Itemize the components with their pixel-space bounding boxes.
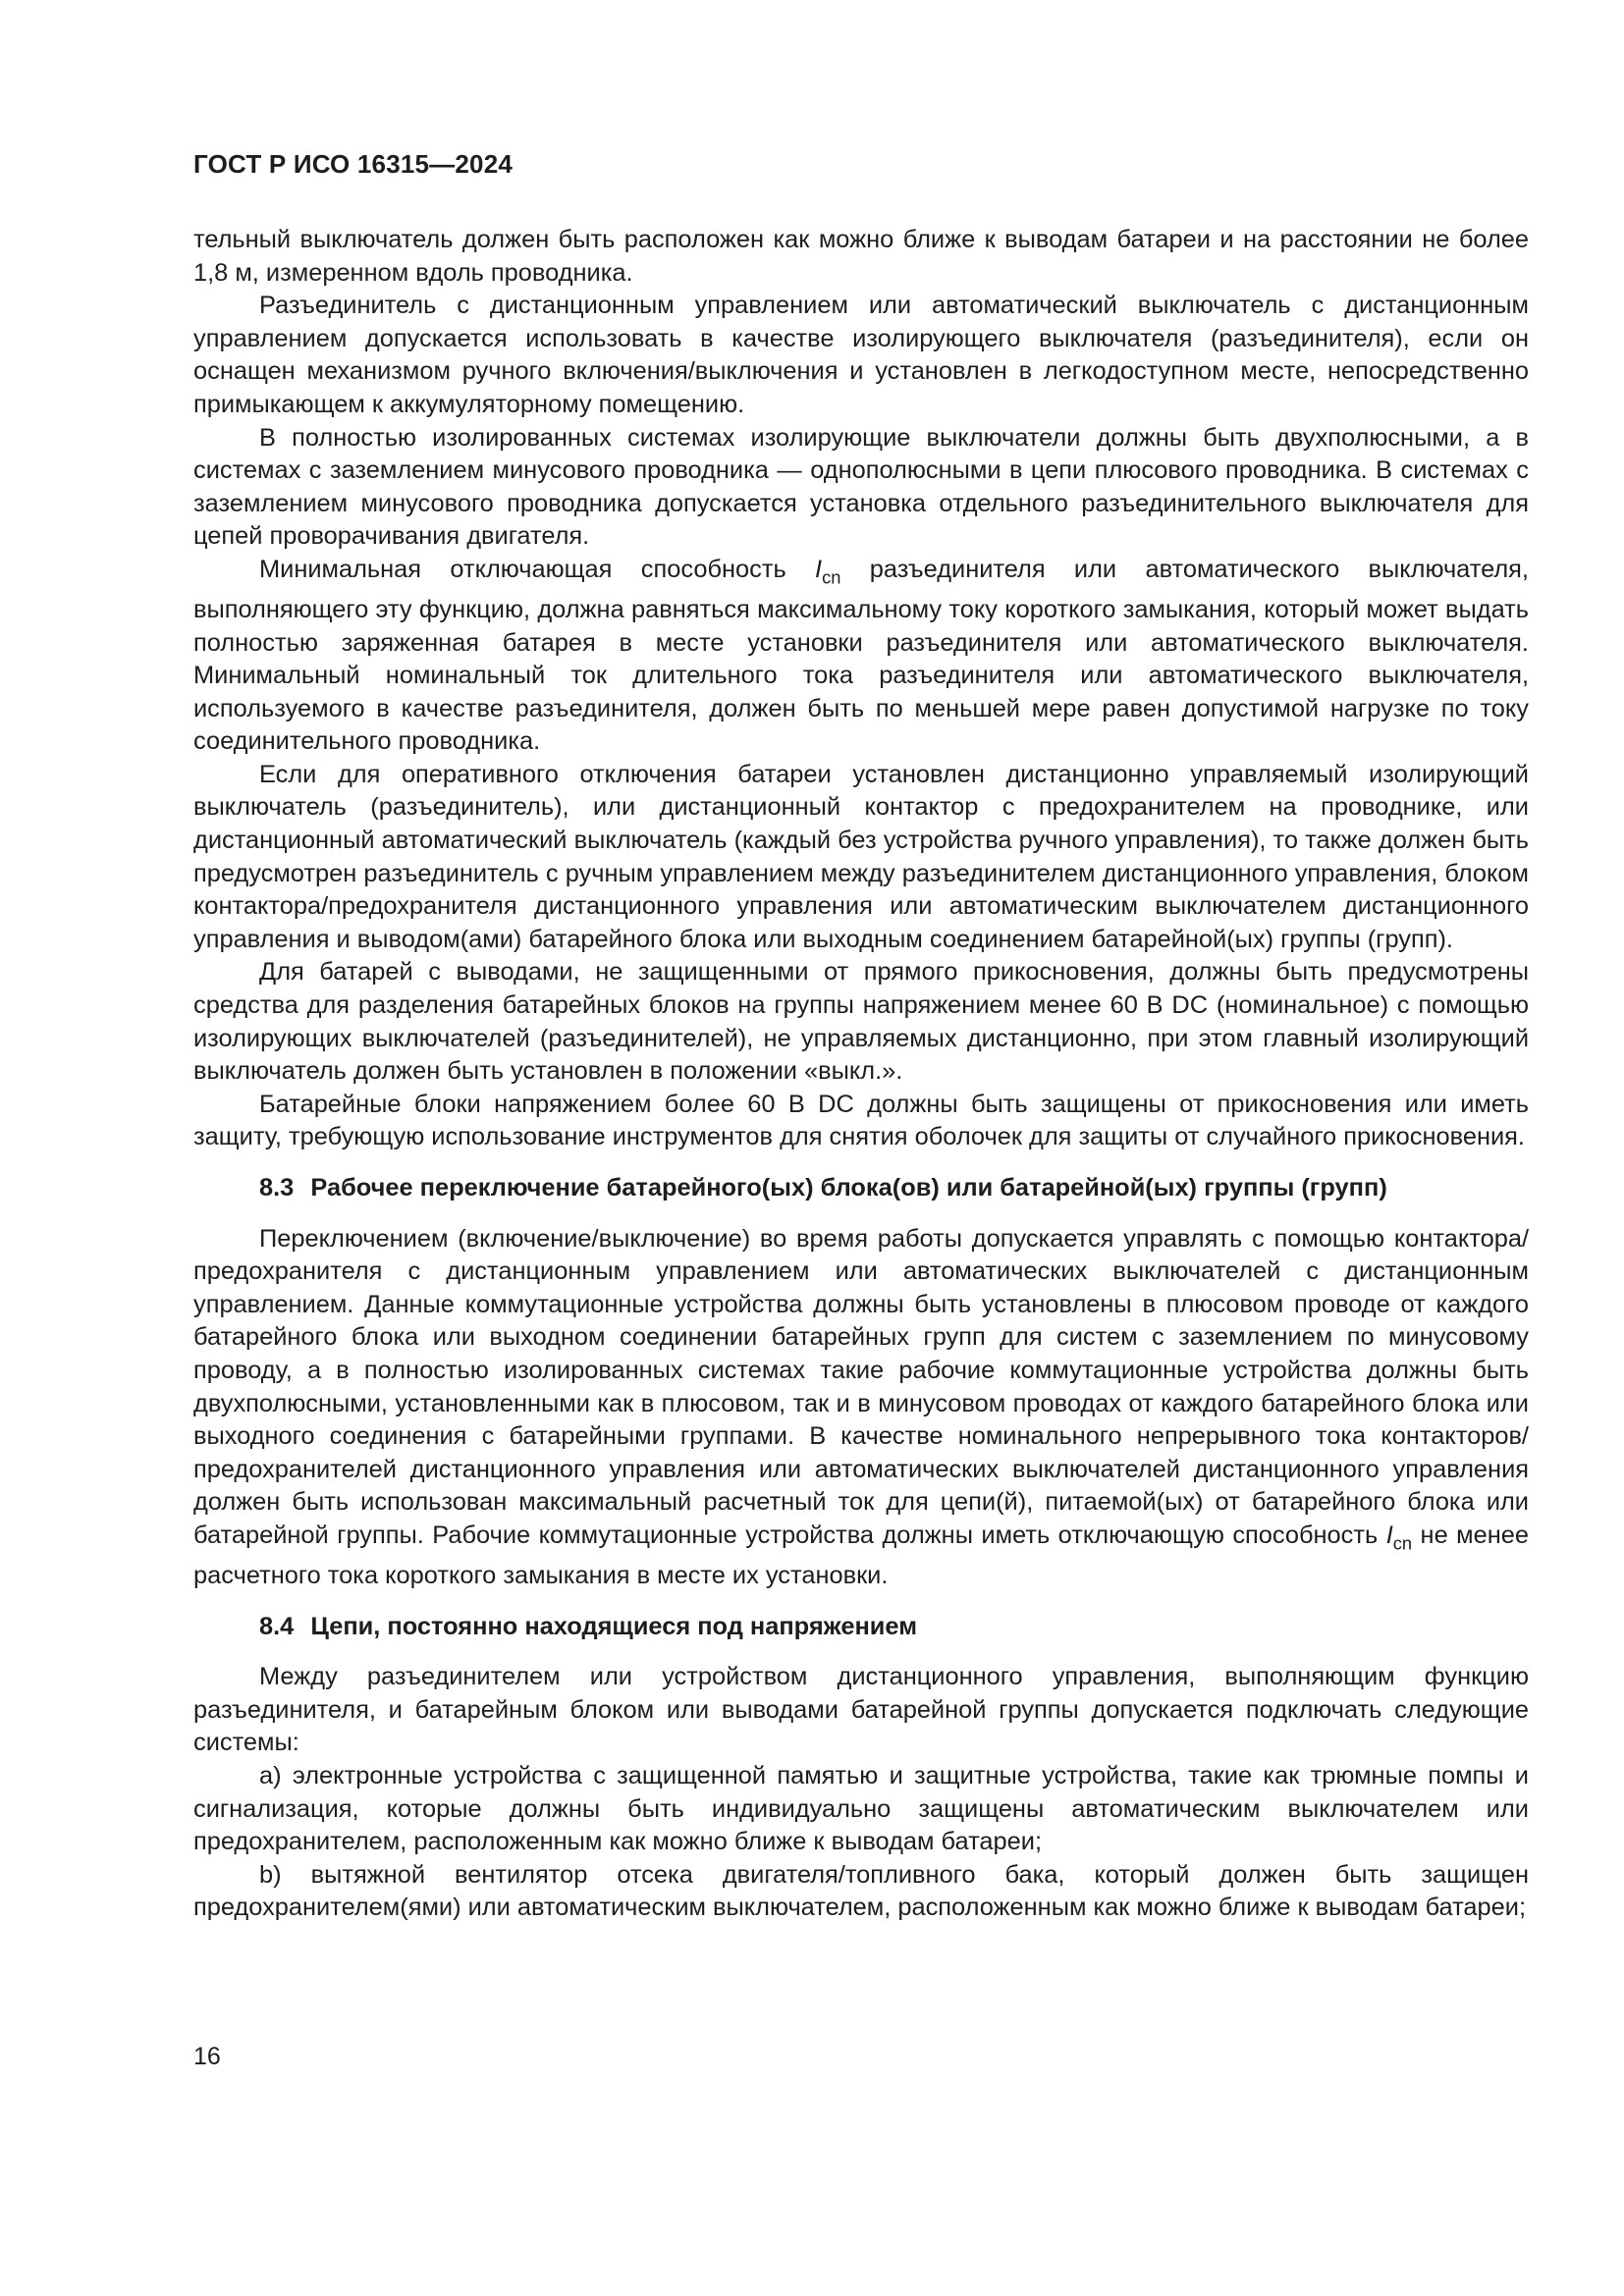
section-heading-8-3: 8.3 Рабочее переключение батарейного(ых) блока(ов) или батарейной(ых) группы (групп) [259,1174,1387,1202]
paragraph-operational-switching [193,1223,1529,1593]
document-page [193,147,1529,1925]
current-symbol: $I_{cn}$ [815,555,841,588]
section-heading-8-4: 8.4 Цепи, постоянно находящиеся под напряжением [259,1612,917,1640]
paragraph-remote-disconnector: Разъединитель с дистанционным управлением или автоматический выключатель с дистанционным управлением допускается использовать в качестве изолирующего выключателя (разъединителя), если он оснащен механизмом ручного включения/выключения и установлен в легкодоступном месте, непосредственно примыкающем к аккумуляторному помещению. [193,292,1529,418]
paragraph-text: разъединителя или автоматического выключателя, выполняющего эту функцию, должна равняться максимальному току короткого замыкания, который может выдать полностью заряженная батарея в месте установки разъединителя или автоматического выключателя. Минимальный номинальный ток длительного тока разъединителя или автоматического выключателя, используемого в качестве разъединителя, должен быть по меньшей мере равен допустимой нагрузке по току соединительного проводника. [193,555,1529,756]
paragraph-continuation: тельный выключатель должен быть расположен как можно ближе к выводам батареи и на расстоянии не более 1,8 м, измеренном вдоль проводника. [193,226,1529,287]
list-item-b: b) вытяжной вентилятор отсека двигателя/топливного бака, который должен быть защищен предохранителем(ями) или автоматическим выключателем, расположенным как можно ближе к выводам батареи; [193,1860,1529,1922]
paragraph-unprotected-terminals: Для батарей с выводами, не защищенными от прямого прикосновения, должны быть предусмотрены средства для разделения батарейных блоков на группы напряжением менее 60 В DC (номинальное) с помощью изолирующих выключателей (разъединителей), не управляемых дистанционно, при этом главный изолирующий выключатель должен быть установлен в положении «выкл.». [193,958,1529,1086]
current-symbol: $I_{cn}$ [1385,1521,1413,1554]
paragraph-text: не менее расчетного тока короткого замыкания в месте их установки. [193,1521,1530,1589]
list-item-a: а) электронные устройства с защищенной памятью и защитные устройства, такие как трюмные помпы и сигнализация, которые должны быть индивидуально защищены автоматическим выключателем или предохранителем, расположенным как можно ближе к выводам батареи; [193,1761,1529,1856]
page-number: 16 [193,2043,221,2070]
paragraph-breaking-capacity [193,554,1529,759]
paragraph-isolated-systems: В полностью изолированных системах изолирующие выключатели должны быть двухполюсными, а в системах с заземлением минусового проводника — однополюсными в цепи плюсового проводника. В системах с заземлением минусового проводника допускается установка отдельного разъединительного выключателя для цепей проворачивания двигателя. [193,423,1529,551]
paragraph-text: Минимальная отключающая способность [259,555,816,583]
document-header: ГОСТ Р ИСО 16315—2024 [193,149,514,179]
paragraph-text: Переключением (включение/выключение) во время работы допускается управлять с помощью контактора/предохранителя с дистанционным управлением или автоматических выключателей с дистанционным управлением. Данные коммутационные устройства должны быть установлены в плюсовом проводе от каждого батарейного блока или выходном соединении батарейных групп для систем с заземлением по минусовому проводу, а в полностью изолированных системах такие рабочие коммутационные устройства должны быть двухполюсными, установленными как в плюсовом, так и в минусовом проводах от каждого батарейного блока или выходного соединения с батарейными группами. В качестве номинального непрерывного тока контакторов/предохранителей дистанционного управления или автоматических выключателей дистанционного управления должен быть использован максимальный расчетный ток для цепи(й), питаемой(ых) от батарейного блока или батарейной группы. Рабочие коммутационные устройства должны иметь отключающую способность [193,1224,1529,1549]
paragraph-remote-isolator: Если для оперативного отключения батареи установлен дистанционно управляемый изолирующий выключатель (разъединитель), или дистанционный контактор с предохранителем на проводнике, или дистанционный автоматический выключатель (каждый без устройства ручного управления), то также должен быть предусмотрен разъединитель с ручным управлением между разъединителем дистанционного управления, блоком контактора/предохранителя дистанционного управления или автоматическим выключателем дистанционного управления и выводом(ами) батарейного блока или выходным соединением батарейной(ых) группы (групп). [193,760,1529,953]
paragraph-permanent-circuits: Между разъединителем или устройством дистанционного управления, выполняющим функцию разъединителя, и батарейным блоком или выводами батарейной группы допускается подключать следующие системы: [193,1663,1529,1757]
paragraph-over-60v: Батарейные блоки напряжением более 60 В DC должны быть защищены от прикосновения или иметь защиту, требующую использование инструментов для снятия оболочек для защиты от случайного прикосновения. [193,1090,1529,1151]
